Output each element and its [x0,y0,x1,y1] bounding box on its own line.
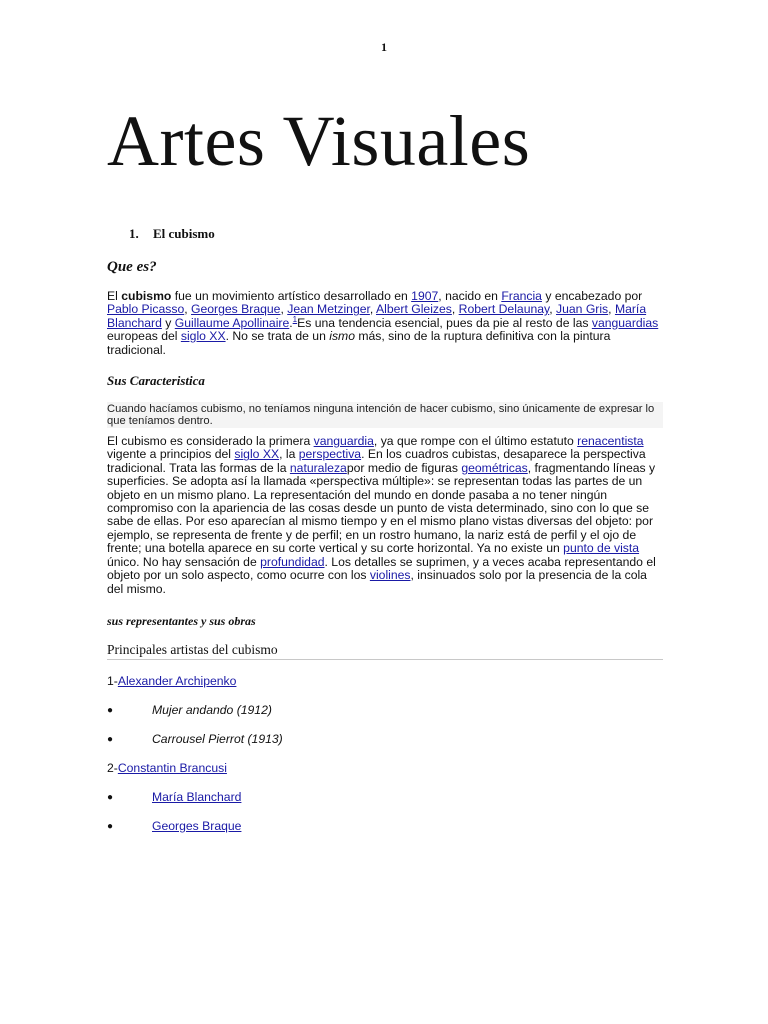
text-run: . No se trata de un [225,329,330,344]
text-run: . [289,315,293,330]
inline-link[interactable]: renacentista [577,434,644,449]
inline-link[interactable]: violines [369,568,411,583]
text-run: . En los cuadros cubistas, desaparece la perspectiva tradicional. Trata las formas de la [107,447,646,475]
artist-link[interactable]: Alexander Archipenko [117,673,237,688]
text-run: y [161,315,175,330]
heading-representantes: sus representantes y sus obras [107,613,256,628]
text-run: único. No hay sensación de [107,554,261,569]
page-number: 1 [381,40,387,54]
inline-link[interactable]: Robert Delaunay [458,302,550,317]
inline-link[interactable]: 1 [292,314,298,324]
section-heading-cubismo [107,226,663,242]
text-run: fue un movimiento artístico desarrollado en [171,289,412,303]
inline-link[interactable]: Georges Braque [191,302,281,317]
blockquote: Cuando hacíamos cubismo, no teníamos ninguna intención de hacer cubismo, sino únicamente de expresar lo que teníamos dentro. [107,402,663,428]
inline-link[interactable]: naturaleza [289,460,347,475]
paragraph-caracteristica [107,435,663,596]
inline-link[interactable]: Albert Gleizes [376,302,452,317]
bullet-item [107,703,663,718]
inline-link[interactable]: siglo XX [234,447,280,462]
inline-link[interactable]: geométricas [461,460,528,475]
document-body [107,96,663,834]
paragraph-que-es [107,290,663,357]
text-run: , [549,302,556,317]
inline-link[interactable]: profundidad [260,554,325,569]
italic-term: ismo [329,329,355,344]
text-run: , [369,302,376,317]
artist-item [107,674,663,689]
text-run: , la [279,447,299,462]
bullet-icon: ● [107,733,114,745]
inline-link[interactable]: Francia [501,289,542,303]
inline-link[interactable]: vanguardia [313,434,374,449]
text-run: , insinuados solo por la presencia de la cola del mismo. [107,568,647,596]
text-run: . Los detalles se suprimen, y a veces acaba representando el objeto por un solo aspecto, como ocurre con los [107,554,656,583]
text-run: y encabezado por [541,289,643,303]
bullet-item [107,732,663,747]
principales-heading: Principales artistas del cubismo [107,642,663,660]
text-run: por medio de figuras [346,460,462,475]
text-run: vigente a principios del [107,447,235,462]
artist-number: 1- [107,673,118,688]
bullet-item [107,819,663,834]
heading-que-es: Que es? [107,259,157,275]
work-title: Carrousel Pierrot (1913) [152,731,283,746]
inline-link[interactable]: 1907 [411,289,439,303]
text-run: , ya que rompe con el último estatuto [373,434,578,449]
inline-link[interactable]: Guillaume Apollinaire [174,315,290,330]
inline-link[interactable]: perspectiva [298,447,362,462]
bullet-item [107,790,663,805]
bullet-icon: ● [107,791,114,803]
bullet-link[interactable]: María Blanchard [152,789,242,804]
bullet-link[interactable]: Georges Braque [152,818,242,833]
artist-number: 2- [107,760,118,775]
section-label: El cubismo [153,226,215,241]
inline-link[interactable]: Jean Metzinger [287,302,370,317]
work-title: Mujer andando (1912) [152,702,272,717]
page-title: Artes Visuales [107,101,531,181]
artist-link[interactable]: Constantin Brancusi [117,760,227,775]
inline-link[interactable]: Juan Gris [556,302,609,317]
text-run: , [451,302,459,317]
text-run: más, sino de la ruptura definitiva con la pintura tradicional. [107,329,611,357]
text-run: El [107,289,122,303]
bullet-icon: ● [107,704,114,716]
text-run: Es una tendencia esencial, pues da pie al resto de las [297,315,592,330]
bullet-icon: ● [107,820,114,832]
section-number: 1. [129,226,139,241]
inline-link[interactable]: María Blanchard [107,302,647,330]
text-run: , [280,302,288,317]
text-run: europeas del [107,329,181,344]
text-run: El cubismo es considerado la primera [107,434,314,449]
text-run: , [608,302,615,317]
artist-list [107,674,663,834]
inline-link[interactable]: punto de vista [563,541,640,556]
text-run: , fragmentando líneas y superficies. Se adopta así la llamada «perspectiva múltiple»: se representan todas las partes de un objeto en un mismo plano. La representación del mundo en donde pasaba a no tener ningún compromiso con la apariencia de las cosas desde un punto de vista determinado, sino con lo que se sabe de ellas. Por eso aparecían al mismo tiempo y en el mismo plano vistas diversas del objeto: por ejemplo, se representa de frente y de perfil; en un rostro humano, la nariz está de perfil y el ojo de frente; una botella aparece en su corte vertical y su corte horizontal. Ya no existe un [107,460,656,556]
artist-item [107,761,663,776]
inline-link[interactable]: Pablo Picasso [107,302,185,317]
text-run: , nacido en [438,289,502,303]
text-run: , [184,302,192,317]
heading-caracteristica: Sus Caracteristica [107,373,205,389]
inline-link[interactable]: siglo XX [180,329,226,344]
inline-link[interactable]: vanguardias [591,315,659,330]
bold-term: cubismo [121,289,172,303]
